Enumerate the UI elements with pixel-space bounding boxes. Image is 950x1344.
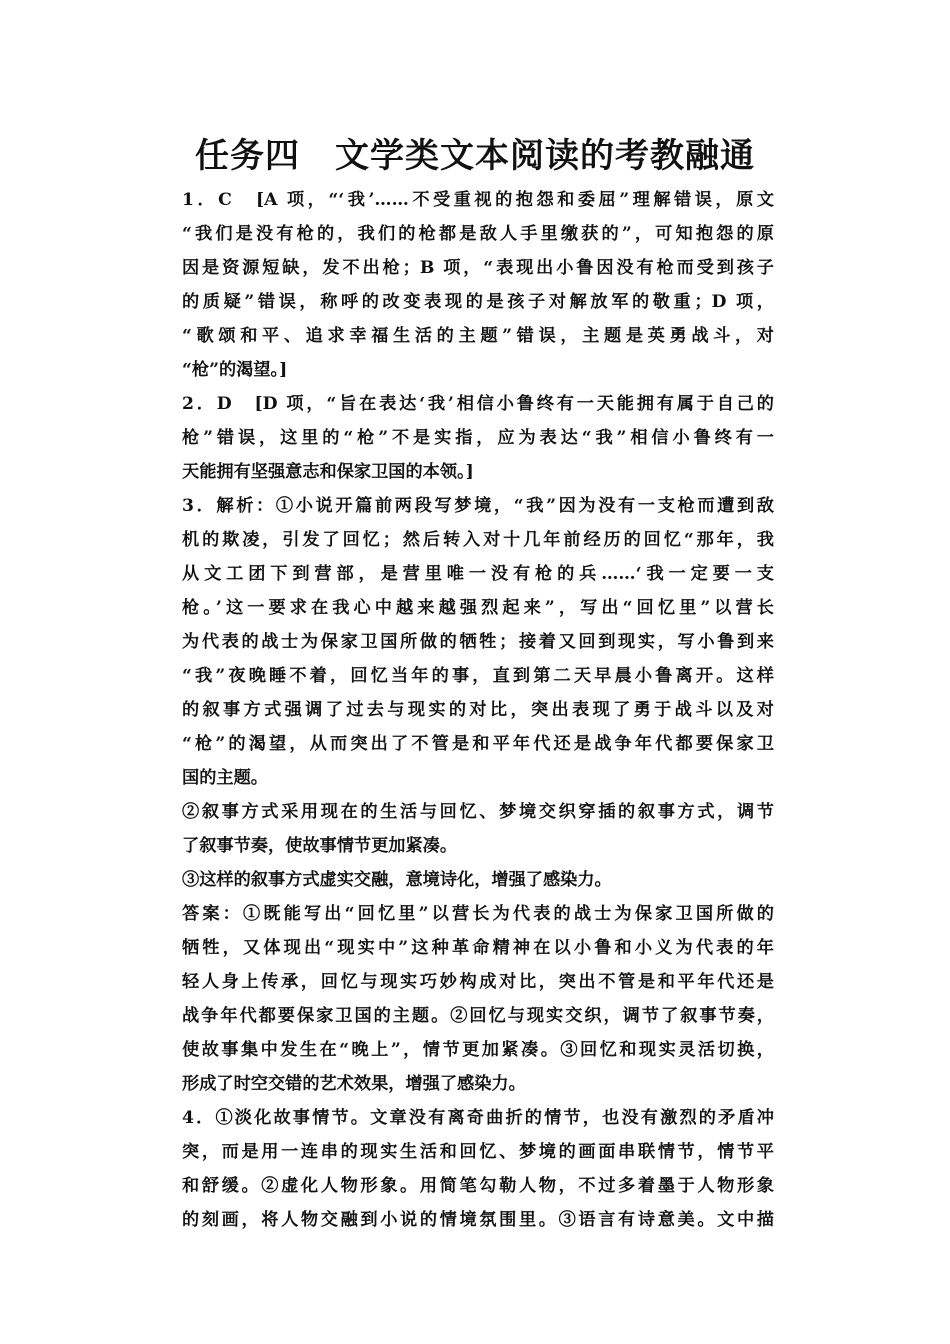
text-line: “我”夜晚睡不着，回忆当年的事，直到第二天早晨小鲁离开。这样 [182,666,774,686]
text-line: 机的欺凌，引发了回忆；然后转入对十几年前经历的回忆“那年，我 [182,530,774,550]
text-line: 的刻画，将人物交融到小说的情境氛围里。③语言有诗意美。文中描 [182,1210,774,1230]
text-line: 的质疑”错误，称呼的改变表现的是孩子对解放军的敬重；D 项， [182,292,774,312]
answer-q3-analysis [182,489,774,795]
text-line: 突，而是用一连串的现实生活和回忆、梦境的画面串联情节，情节平 [182,1142,774,1162]
answer-body [182,183,774,1237]
answer-q3-point-3 [182,863,774,897]
text-line: 答案：①既能写出“回忆里”以营长为代表的战士为保家卫国所做的 [182,904,774,924]
text-line: 形成了时空交错的艺术效果，增强了感染力。 [182,1074,526,1094]
text-line: 天能拥有坚强意志和保家卫国的本领。] [182,462,474,482]
text-line: 3．解析：①小说开篇前两段写梦境，“我”因为没有一支枪而遭到敌 [182,496,774,516]
text-line: 和舒缓。②虚化人物形象。用简笔勾勒人物，不过多着墨于人物形象 [182,1176,774,1196]
answer-q3-point-2 [182,795,774,863]
text-line: 了叙事节奏，使故事情节更加紧凑。 [182,836,458,856]
text-line: 战争年代都要保家卫国的主题。②回忆与现实交织，调节了叙事节奏， [182,1006,774,1026]
text-line: ②叙事方式采用现在的生活与回忆、梦境交织穿插的叙事方式，调节 [182,802,774,822]
text-line: ③这样的叙事方式虚实交融，意境诗化，增强了感染力。 [182,870,612,890]
text-line: 2．D [D 项，“旨在表达‘我’相信小鲁终有一天能拥有属于自己的 [182,394,774,414]
text-line: 枪。’这一要求在我心中越来越强烈起来”，写出“回忆里”以营长 [182,598,774,618]
text-line: “枪”的渴望。] [182,360,288,380]
answer-q3-answer [182,897,774,1101]
text-line: 从文工团下到营部，是营里唯一没有枪的兵……‘我一定要一支 [182,564,774,584]
text-line: 4．①淡化故事情节。文章没有离奇曲折的情节，也没有激烈的矛盾冲 [182,1108,774,1128]
text-line: 使故事集中发生在“晚上”，情节更加紧凑。③回忆和现实灵活切换， [182,1040,774,1060]
text-line: 1．C [A 项，“‘我’……不受重视的抱怨和委屈”理解错误，原文 [182,190,774,210]
text-line: 因是资源短缺，发不出枪；B 项，“表现出小鲁因没有枪而受到孩子 [182,258,774,278]
text-line: 牺牲，又体现出“现实中”这种革命精神在以小鲁和小义为代表的年 [182,938,774,958]
text-line: 枪”错误，这里的“枪”不是实指，应为表达“我”相信小鲁终有一 [182,428,774,448]
text-line: “歌颂和平、追求幸福生活的主题”错误，主题是英勇战斗，对 [182,326,774,346]
text-line: 的叙事方式强调了过去与现实的对比，突出表现了勇于战斗以及对 [182,700,774,720]
text-line: 为代表的战士为保家卫国所做的牺牲；接着又回到现实，写小鲁到来 [182,632,774,652]
answer-q4 [182,1101,774,1237]
answer-q1 [182,183,774,387]
text-line: 国的主题。 [182,768,268,788]
text-line: “枪”的渴望，从而突出了不管是和平年代还是战争年代都要保家卫 [182,734,774,754]
text-line: 轻人身上传承，回忆与现实巧妙构成对比，突出不管是和平年代还是 [182,972,774,992]
answer-q2 [182,387,774,489]
text-line: “我们是没有枪的，我们的枪都是敌人手里缴获的”，可知抱怨的原 [182,224,774,244]
page-title: 任务四 文学类文本阅读的考教融通 [195,136,755,176]
